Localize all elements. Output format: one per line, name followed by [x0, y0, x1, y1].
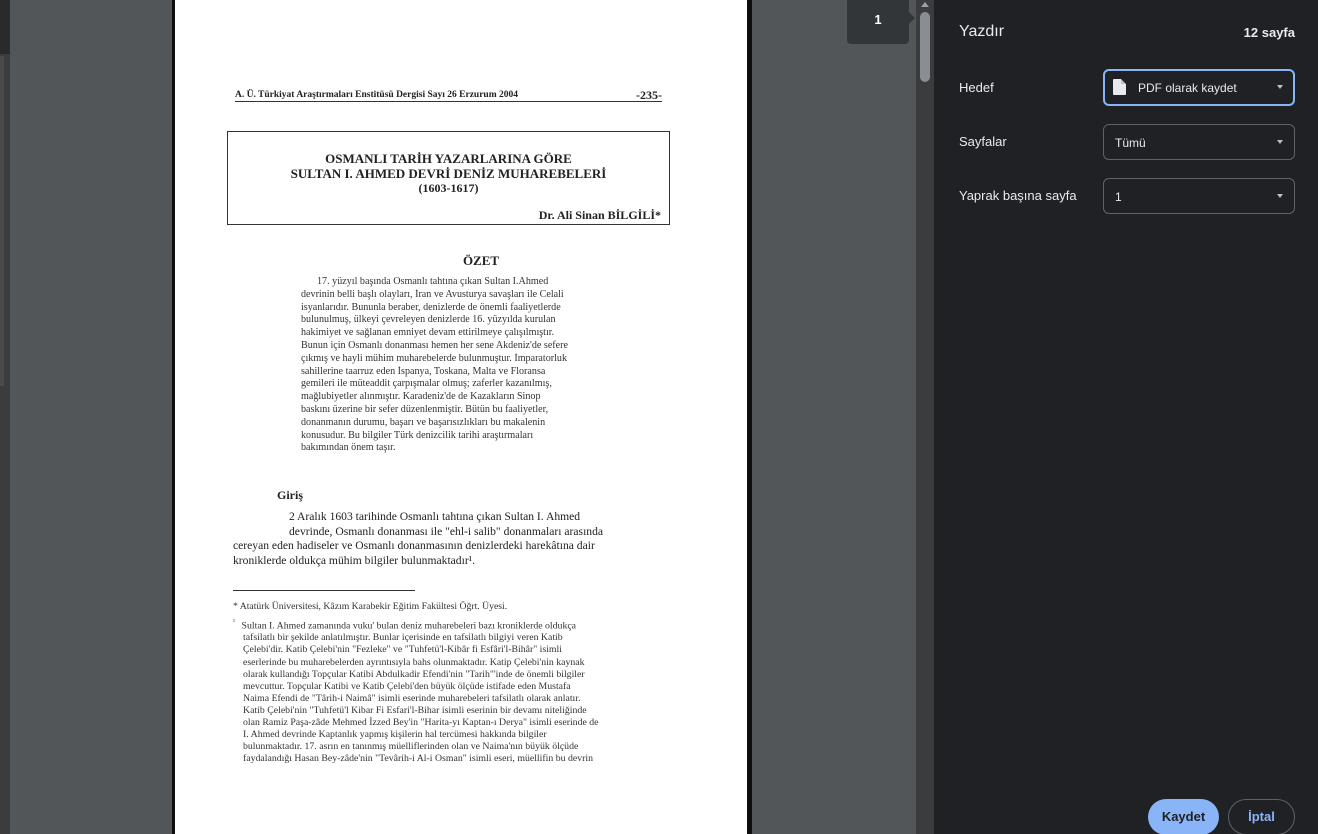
- print-settings-panel: [934, 0, 1318, 834]
- abstract-line: bakımından önem taşır.: [301, 442, 396, 454]
- preview-page: [175, 0, 747, 834]
- title-line-3: (1603-1617): [418, 181, 479, 195]
- chevron-down-icon: [1277, 194, 1283, 198]
- document-page-number: -235-: [636, 88, 662, 102]
- journal-header-text: A. Ü. Türkiyat Araştırmaları Enstitüsü Dergisi Sayı 26 Erzurum 2004: [235, 90, 518, 100]
- footnote-line: tafsilatlı bir şekilde anlatılmıştır. Bunlar içerisinde en tafsilatlı bilgiyi veren Katib: [243, 632, 563, 644]
- footnote-line: ¹ Sultan I. Ahmed zamanında vuku' bulan deniz muharebeleri bazı kroniklerde oldukça: [233, 618, 577, 632]
- intro-line: devrinde, Osmanlı donanması ile "ehl-i salib" donanmaları arasında: [289, 524, 604, 538]
- chevron-down-icon: [1277, 85, 1283, 89]
- destination-select[interactable]: [1103, 69, 1295, 106]
- abstract-text: [301, 276, 608, 455]
- footnote-line: eserlerinde bu muharebelerden ayrıntısıyla bahs olunmaktadır. Katip Çelebi'nin kaynak: [243, 656, 585, 668]
- dialog-title: Yazdır: [959, 23, 1005, 40]
- abstract-line: Bunun için Osmanlı donanması hemen her sene Akdeniz'de sefere: [301, 339, 568, 351]
- left-edge-strip: [0, 0, 10, 834]
- abstract-line: donanmanın durumu, başarı ve başarısızlıkları bu makalenin: [301, 416, 546, 428]
- footnote-line: Katib Çelebi'nin "Tuhfetü'l Kibar Fi Esfari'l-Bihar isimli eserinin bir devamı niteliğinde: [243, 704, 587, 716]
- abstract-line: devrinin belli başlı olayları, İran ve Avusturya savaşları ile Celali: [301, 288, 564, 300]
- section-heading: Giriş: [277, 488, 303, 502]
- current-page-badge: 1: [847, 0, 909, 44]
- footnote-line: bulunmaktadır. 17. asrın en tanınmış müelliflerinden olan ve Naima'nın büyük ölçüde: [243, 741, 579, 753]
- running-header: [235, 90, 662, 102]
- abstract-line: çıkmış ve hayli mühim muharebelerde bulunmuştur. İmparatorluk: [301, 352, 568, 364]
- scroll-up-arrow-icon[interactable]: [921, 2, 929, 7]
- footnote-line: olarak kullandığı Topçular Katibi Abdulkadir Efendi'nin "Tarih"'inde de önemli bilgiler: [243, 668, 585, 680]
- scrollbar-thumb[interactable]: [920, 12, 930, 82]
- pages-per-sheet-value: 1: [1115, 190, 1122, 204]
- sheet-count: 12 sayfa: [1243, 25, 1295, 40]
- edge-line: [0, 56, 4, 386]
- abstract-line: bulunulmuş, ülkeyi çevreleyen denizlerde 16. yüzyılda kurulan: [301, 314, 556, 326]
- author-name: Dr. Ali Sinan BİLGİLİ*: [538, 208, 661, 222]
- file-icon: [1113, 79, 1126, 95]
- footnote-affiliation: * Atatürk Üniversitesi, Kâzım Karabekir Eğitim Fakültesi Öğrt. Üyesi.: [233, 601, 508, 612]
- preview-scrollbar[interactable]: [916, 0, 934, 834]
- abstract-line: konusudur. Bu bilgiler Türk denizcilik tarihi araştırmaları: [301, 429, 534, 441]
- title-line-1: OSMANLI TARİH YAZARLARINA GÖRE: [325, 151, 572, 166]
- destination-label: Hedef: [959, 80, 994, 95]
- title-box: [227, 131, 670, 225]
- abstract-line: gemileri ile müteaddit çarpışmalar olmuş; zaferler kazanılmış,: [301, 378, 552, 390]
- pages-per-sheet-label: Yaprak başına sayfa: [959, 188, 1077, 203]
- abstract-line: mağlubiyetler alınmıştır. Karadeniz'de de Kazakların Sinop: [301, 391, 541, 403]
- edge-notch: [0, 0, 10, 54]
- abstract-line: isyanlarıdır. Bununla beraber, denizlerde de önemli faaliyetlerde: [301, 301, 561, 313]
- cancel-button[interactable]: İptal: [1228, 799, 1295, 834]
- intro-paragraph: [233, 510, 662, 568]
- abstract-line: baskını üzerine bir sefer düzenlenmiştir. Bütün bu faaliyetler,: [301, 403, 549, 415]
- abstract-line: hakimiyet ve sağlanan emniyet devam ettirilmeye çalışılmıştır.: [301, 327, 555, 339]
- pages-per-sheet-select[interactable]: [1103, 178, 1295, 214]
- destination-value: PDF olarak kaydet: [1138, 81, 1237, 95]
- pages-select[interactable]: [1103, 124, 1295, 160]
- abstract-line: 17. yüzyıl başında Osmanlı tahtına çıkan Sultan I.Ahmed: [317, 276, 549, 287]
- footnote-line: faydalandığı Hasan Bey-zâde'nin "Tevârih-i Al-i Osman" isimli eseri, müellifin bu devrin: [243, 753, 593, 765]
- abstract-line: sahillerine taarruz eden İspanya, Toskana, Malta ve Floransa: [301, 365, 546, 377]
- footnote-line: Naima Efendi de "Târih-i Naimâ" isimli eserinde muharebeleri tafsilatlı olarak anlatır.: [243, 692, 581, 704]
- footnote-sources: [233, 616, 663, 765]
- intro-line: 2 Aralık 1603 tarihinde Osmanlı tahtına çıkan Sultan I. Ahmed: [289, 510, 581, 523]
- intro-line: cereyan eden hadiseler ve Osmanlı donanmasının denizlerdeki harekâtına dair: [233, 539, 595, 552]
- pages-label: Sayfalar: [959, 134, 1007, 149]
- footnote-line: olan Ramiz Paşa-zâde Mehmed İzzed Bey'in "Harita-yı Kaptan-ı Derya" isimli eserinde de: [243, 717, 599, 729]
- save-button[interactable]: Kaydet: [1148, 799, 1219, 834]
- pages-value: Tümü: [1115, 136, 1146, 150]
- footnote-rule: [233, 590, 415, 591]
- footnote-line: mevcuttur. Topçular Katibi ve Katib Çelebi'den büyük ölçüde istifade eden Mustafa: [243, 680, 571, 692]
- footnote-line: I. Ahmed devrinde Kaptanlık yapmış kişilerin hal tercümesi hakkında bilgiler: [243, 729, 547, 741]
- intro-line: kroniklerde oldukça mühim bilgiler bulunmaktadır¹.: [233, 553, 476, 567]
- abstract-heading: ÖZET: [462, 253, 500, 268]
- chevron-down-icon: [1277, 140, 1283, 144]
- title-line-2: SULTAN I. AHMED DEVRİ DENİZ MUHAREBELERİ: [290, 166, 607, 181]
- footnote-line: Çelebi'dir. Katib Çelebi'nin "Fezleke" ve "Tuhfetü'l-Kibâr fi Esfâri'l-Bihâr" isimli: [243, 644, 562, 656]
